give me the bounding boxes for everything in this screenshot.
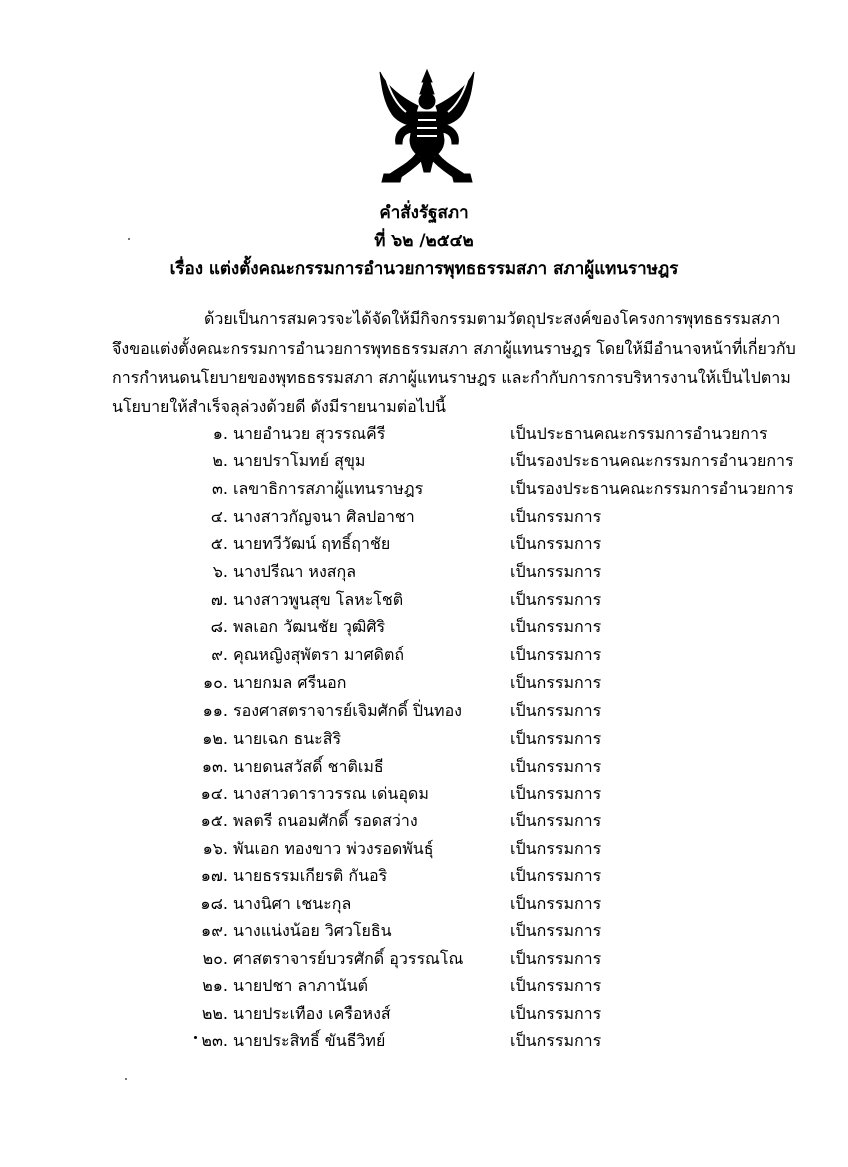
member-row bbox=[0, 422, 848, 446]
member-number: ๒๐. bbox=[202, 949, 228, 968]
member-name: นางสาวกัญจนา ศิลปอาชา bbox=[233, 507, 415, 526]
member-row bbox=[0, 560, 848, 584]
member-role: เป็นกรรมการ bbox=[510, 866, 602, 885]
body-paragraph-line: การกำหนดนโยบายของพุทธธรรมสภา สภาผู้แทนราษฎร และกำกับการการบริหารงานให้เป็นไปตาม bbox=[112, 368, 791, 387]
member-role: เป็นกรรมการ bbox=[510, 976, 602, 995]
member-role: เป็นกรรมการ bbox=[510, 507, 602, 526]
member-name: ศาสตราจารย์บวรศักดิ์ อุวรรณโณ bbox=[233, 949, 464, 968]
member-number: ๑๖. bbox=[202, 839, 228, 858]
member-name: รองศาสตราจารย์เจิมศักดิ์ ปิ่นทอง bbox=[233, 701, 462, 720]
member-role: เป็นกรรมการ bbox=[510, 894, 602, 913]
member-row bbox=[0, 892, 848, 916]
member-number: ๖. bbox=[212, 562, 228, 581]
order-number: ที่ ๖๒ /๒๕๔๒ bbox=[374, 231, 474, 251]
member-role: เป็นกรรมการ bbox=[510, 784, 602, 803]
body-paragraph-line: นโยบายให้สำเร็จลุล่วงด้วยดี ดังมีรายนามต่อไปนี้ bbox=[112, 397, 446, 416]
member-name: นายกมล ศรีนอก bbox=[233, 673, 347, 692]
member-role: เป็นกรรมการ bbox=[510, 1031, 602, 1050]
member-role: เป็นกรรมการ bbox=[510, 949, 602, 968]
member-number: ๕. bbox=[210, 534, 228, 553]
member-number: ๒. bbox=[212, 451, 228, 470]
member-role: เป็นกรรมการ bbox=[510, 590, 602, 609]
member-row bbox=[0, 615, 848, 639]
member-role: เป็นกรรมการ bbox=[510, 811, 602, 830]
member-role: เป็นประธานคณะกรรมการอำนวยการ bbox=[510, 424, 768, 443]
member-row bbox=[0, 1002, 848, 1026]
member-role: เป็นกรรมการ bbox=[510, 729, 602, 748]
member-number: ๑๒. bbox=[202, 729, 228, 748]
scan-speck bbox=[128, 238, 130, 240]
member-row bbox=[0, 919, 848, 943]
scan-speck bbox=[125, 1078, 127, 1080]
member-number: ๔. bbox=[210, 507, 228, 526]
member-role: เป็นรองประธานคณะกรรมการอำนวยการ bbox=[510, 451, 794, 470]
member-role: เป็นกรรมการ bbox=[510, 1004, 602, 1023]
member-number: ๓. bbox=[211, 479, 228, 498]
member-number: ๗. bbox=[210, 590, 228, 609]
member-role: เป็นกรรมการ bbox=[510, 921, 602, 940]
member-number: ๒๒. bbox=[201, 1004, 228, 1023]
member-number: ๑๗. bbox=[200, 866, 228, 885]
member-row bbox=[0, 643, 848, 667]
member-row bbox=[0, 477, 848, 501]
member-row bbox=[0, 699, 848, 723]
member-role: เป็นกรรมการ bbox=[510, 617, 602, 636]
member-row bbox=[0, 809, 848, 833]
member-name: เลขาธิการสภาผู้แทนราษฎร bbox=[233, 479, 424, 498]
member-row bbox=[0, 782, 848, 806]
member-name: นายประสิทธิ์ ขันธีวิทย์ bbox=[233, 1031, 386, 1050]
body-paragraph-line: จึงขอแต่งตั้งคณะกรรมการอำนวยการพุทธธรรมสภา สภาผู้แทนราษฎร โดยให้มีอำนาจหน้าที่เกี่ยวกับ bbox=[112, 339, 796, 358]
member-role: เป็นกรรมการ bbox=[510, 534, 602, 553]
member-number: ๑. bbox=[212, 424, 228, 443]
member-name: นางสาวดาราวรรณ เด่นอุดม bbox=[233, 784, 429, 803]
member-name: คุณหญิงสุพัตรา มาศดิตถ์ bbox=[233, 645, 405, 664]
member-name: นายดนสวัสดิ์ ชาติเมธี bbox=[233, 757, 384, 776]
member-name: นายเฉก ธนะสิริ bbox=[233, 729, 342, 748]
body-paragraph-line: ด้วยเป็นการสมควรจะได้จัดให้มีกิจกรรมตามวัตถุประสงค์ของโครงการพุทธธรรมสภา bbox=[204, 309, 781, 328]
member-name: นายประเทือง เครือหงส์ bbox=[233, 1004, 391, 1023]
member-row bbox=[0, 755, 848, 779]
member-row bbox=[0, 532, 848, 556]
member-name: นางนิศา เชนะกุล bbox=[233, 894, 352, 913]
member-name: นางสาวพูนสุข โลหะโชติ bbox=[233, 590, 404, 609]
member-name: นายปราโมทย์ สุขุม bbox=[233, 451, 366, 470]
member-number: ๑๕. bbox=[200, 811, 228, 830]
order-subject: เรื่อง แต่งตั้งคณะกรรมการอำนวยการพุทธธรรมสภา สภาผู้แทนราษฎร bbox=[169, 259, 679, 279]
member-role: เป็นกรรมการ bbox=[510, 673, 602, 692]
member-row bbox=[0, 505, 848, 529]
member-number: ๑๐. bbox=[202, 673, 228, 692]
member-number: ๑๑. bbox=[202, 701, 228, 720]
member-number: ๙. bbox=[211, 645, 228, 664]
member-row bbox=[0, 974, 848, 998]
scan-mark bbox=[194, 1036, 197, 1039]
member-number: ๒๓. bbox=[201, 1031, 228, 1050]
member-name: นายทวีวัฒน์ ฤทธิ์ฤาชัย bbox=[233, 534, 391, 553]
garuda-emblem-icon bbox=[372, 68, 482, 190]
member-row bbox=[0, 1029, 848, 1053]
member-number: ๑๔. bbox=[200, 784, 228, 803]
member-number: ๑๘. bbox=[200, 894, 228, 913]
order-title: คำสั่งรัฐสภา bbox=[379, 203, 469, 223]
member-row bbox=[0, 837, 848, 861]
member-role: เป็นรองประธานคณะกรรมการอำนวยการ bbox=[510, 479, 794, 498]
member-name: นางแน่งน้อย วิศวโยธิน bbox=[233, 921, 392, 940]
member-row bbox=[0, 449, 848, 473]
member-row bbox=[0, 864, 848, 888]
member-number: ๒๑. bbox=[202, 976, 228, 995]
member-row bbox=[0, 588, 848, 612]
member-number: ๑๓. bbox=[201, 757, 228, 776]
member-number: ๘. bbox=[210, 617, 228, 636]
member-role: เป็นกรรมการ bbox=[510, 839, 602, 858]
member-name: พลตรี ถนอมศักดิ์ รอดสว่าง bbox=[233, 811, 418, 830]
member-row bbox=[0, 947, 848, 971]
member-role: เป็นกรรมการ bbox=[510, 757, 602, 776]
member-name: พลเอก วัฒนชัย วุฒิศิริ bbox=[233, 617, 386, 636]
member-name: พันเอก ทองขาว พ่วงรอดพันธุ์ bbox=[233, 839, 434, 858]
member-role: เป็นกรรมการ bbox=[510, 701, 602, 720]
member-role: เป็นกรรมการ bbox=[510, 562, 602, 581]
member-role: เป็นกรรมการ bbox=[510, 645, 602, 664]
member-number: ๑๙. bbox=[201, 921, 228, 940]
member-name: นายธรรมเกียรติ กันอริ bbox=[233, 866, 388, 885]
member-row bbox=[0, 727, 848, 751]
member-name: นายปชา ลาภานันต์ bbox=[233, 976, 368, 995]
member-name: นางปรีณา หงสกุล bbox=[233, 562, 357, 581]
member-row bbox=[0, 671, 848, 695]
member-name: นายอำนวย สุวรรณคีรี bbox=[233, 424, 386, 443]
